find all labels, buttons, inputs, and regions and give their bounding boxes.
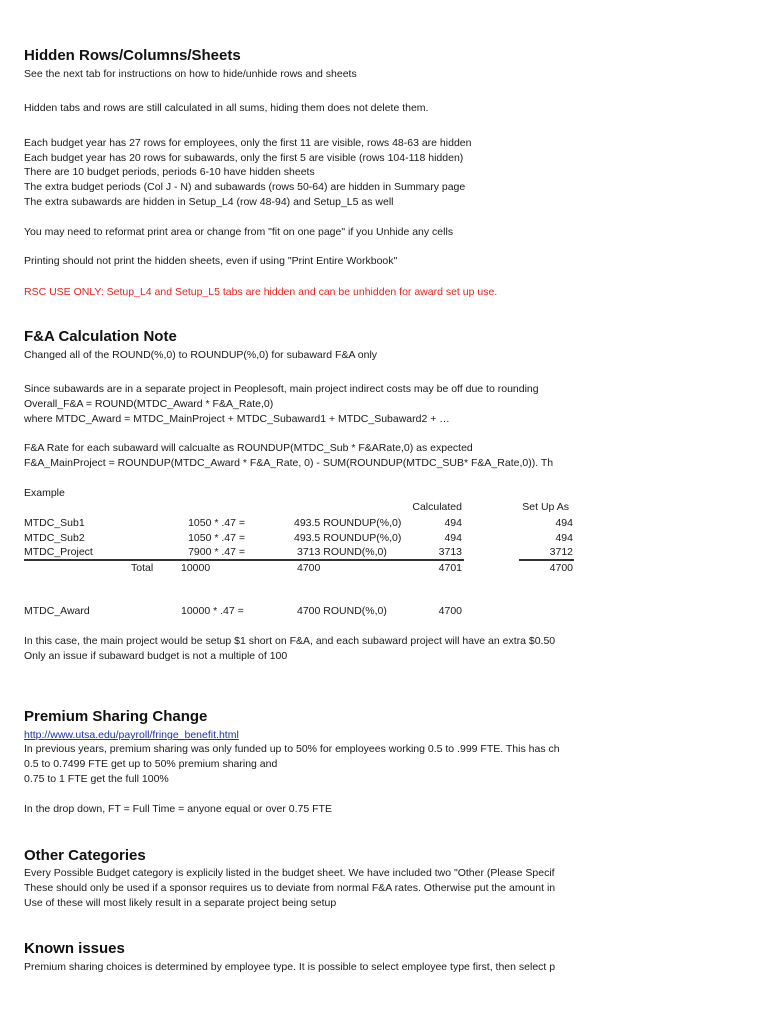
- hidden-line-2: Hidden tabs and rows are still calculated in all sums, hiding them does not delete them.: [24, 102, 429, 114]
- example-row-name: MTDC_Sub1: [24, 517, 85, 529]
- premium-section-heading: Premium Sharing Change: [24, 708, 208, 725]
- hidden-section-heading: Hidden Rows/Columns/Sheets: [24, 47, 241, 64]
- fa-line-1: Changed all of the ROUND(%,0) to ROUNDUP(%,0) for subaward F&A only: [24, 349, 378, 361]
- fa-line-5: F&A Rate for each subaward will calcualte as ROUNDUP(MTDC_Sub * F&ARate,0) as expected: [24, 442, 473, 454]
- known-issues-heading: Known issues: [24, 940, 125, 957]
- hidden-line-4: Each budget year has 20 rows for subawards, only the first 5 are visible (rows 104-118 hidden): [24, 152, 464, 164]
- total-result: 4700: [297, 562, 321, 574]
- fa-after-line-1: In this case, the main project would be setup $1 short on F&A, and each subaward project will have an extra $0.50: [24, 635, 556, 647]
- award-formula: 10000 * .47 =: [181, 605, 244, 617]
- example-row-result: 493.5 ROUNDUP(%,0): [294, 532, 402, 544]
- example-row-calculated: 3713: [438, 546, 462, 558]
- fa-section-heading: F&A Calculation Note: [24, 328, 177, 345]
- other-line-3: Use of these will most likely result in a separate project being setup: [24, 897, 337, 909]
- example-row-calculated: 494: [444, 532, 462, 544]
- hidden-line-8: You may need to reformat print area or change from "fit on one page" if you Unhide any cells: [24, 226, 454, 238]
- premium-line-2: 0.5 to 0.7499 FTE get up to 50% premium sharing and: [24, 758, 278, 770]
- fa-line-2: Since subawards are in a separate project in Peoplesoft, main project indirect costs may be off due to rounding: [24, 383, 539, 395]
- award-name: MTDC_Award: [24, 605, 90, 617]
- fa-after-line-2: Only an issue if subaward budget is not a multiple of 100: [24, 650, 288, 662]
- hidden-line-1: See the next tab for instructions on how to hide/unhide rows and sheets: [24, 68, 357, 80]
- award-calculated: 4700: [438, 605, 462, 617]
- col-header-setup: Set Up As: [522, 501, 569, 513]
- example-row-name: MTDC_Project: [24, 546, 93, 558]
- total-rule: [24, 559, 464, 561]
- example-row-setup: 494: [555, 517, 573, 529]
- rsc-use-only-note: RSC USE ONLY: Setup_L4 and Setup_L5 tabs are hidden and can be unhidden for award set up use.: [24, 286, 498, 298]
- example-row-result: 3713 ROUND(%,0): [297, 546, 387, 558]
- hidden-line-5: There are 10 budget periods, periods 6-10 have hidden sheets: [24, 166, 315, 178]
- fa-line-6: F&A_MainProject = ROUNDUP(MTDC_Award * F&A_Rate, 0) - SUM(ROUNDUP(MTDC_SUB* F&A_Rate,0)). Th: [24, 457, 554, 469]
- hidden-line-7: The extra subawards are hidden in Setup_L4 (row 48-94) and Setup_L5 as well: [24, 196, 394, 208]
- hidden-line-6: The extra budget periods (Col J - N) and subawards (rows 50-64) are hidden in Summary page: [24, 181, 466, 193]
- total-amount: 10000: [181, 562, 211, 574]
- hidden-line-3: Each budget year has 27 rows for employees, only the first 11 are visible, rows 48-63 are hidden: [24, 137, 472, 149]
- example-row-formula: 1050 * .47 =: [188, 532, 245, 544]
- total-setup: 4700: [549, 562, 573, 574]
- example-row-formula: 1050 * .47 =: [188, 517, 245, 529]
- other-line-2: These should only be used if a sponsor requires us to deviate from normal F&A rates. Otherwise put the amount in: [24, 882, 556, 894]
- total-calculated: 4701: [438, 562, 462, 574]
- example-row-result: 493.5 ROUNDUP(%,0): [294, 517, 402, 529]
- total-rule-setup: [519, 559, 574, 561]
- example-row-setup: 494: [555, 532, 573, 544]
- other-line-1: Every Possible Budget category is explicily listed in the budget sheet. We have included two "Other (Please Specif: [24, 867, 555, 879]
- example-label: Example: [24, 487, 65, 499]
- col-header-calculated: Calculated: [412, 501, 462, 513]
- award-result: 4700 ROUND(%,0): [297, 605, 387, 617]
- total-label: Total: [131, 562, 154, 574]
- fa-line-4: where MTDC_Award = MTDC_MainProject + MTDC_Subaward1 + MTDC_Subaward2 + …: [24, 413, 450, 425]
- fa-line-3: Overall_F&A = ROUND(MTDC_Award * F&A_Rate,0): [24, 398, 274, 410]
- example-row-formula: 7900 * .47 =: [188, 546, 245, 558]
- premium-line-1: In previous years, premium sharing was only funded up to 50% for employees working 0.5 to .999 FTE. This has ch: [24, 743, 560, 755]
- hidden-line-9: Printing should not print the hidden sheets, even if using "Print Entire Workbook": [24, 255, 398, 267]
- premium-line-4: In the drop down, FT = Full Time = anyone equal or over 0.75 FTE: [24, 803, 332, 815]
- fringe-benefit-link[interactable]: http://www.utsa.edu/payroll/fringe_benefit.html: [24, 729, 239, 741]
- premium-line-3: 0.75 to 1 FTE get the full 100%: [24, 773, 169, 785]
- known-issues-line-1: Premium sharing choices is determined by employee type. It is possible to select employee type first, then select p: [24, 961, 556, 973]
- example-row-calculated: 494: [444, 517, 462, 529]
- example-row-name: MTDC_Sub2: [24, 532, 85, 544]
- example-row-setup: 3712: [549, 546, 573, 558]
- other-section-heading: Other Categories: [24, 847, 146, 864]
